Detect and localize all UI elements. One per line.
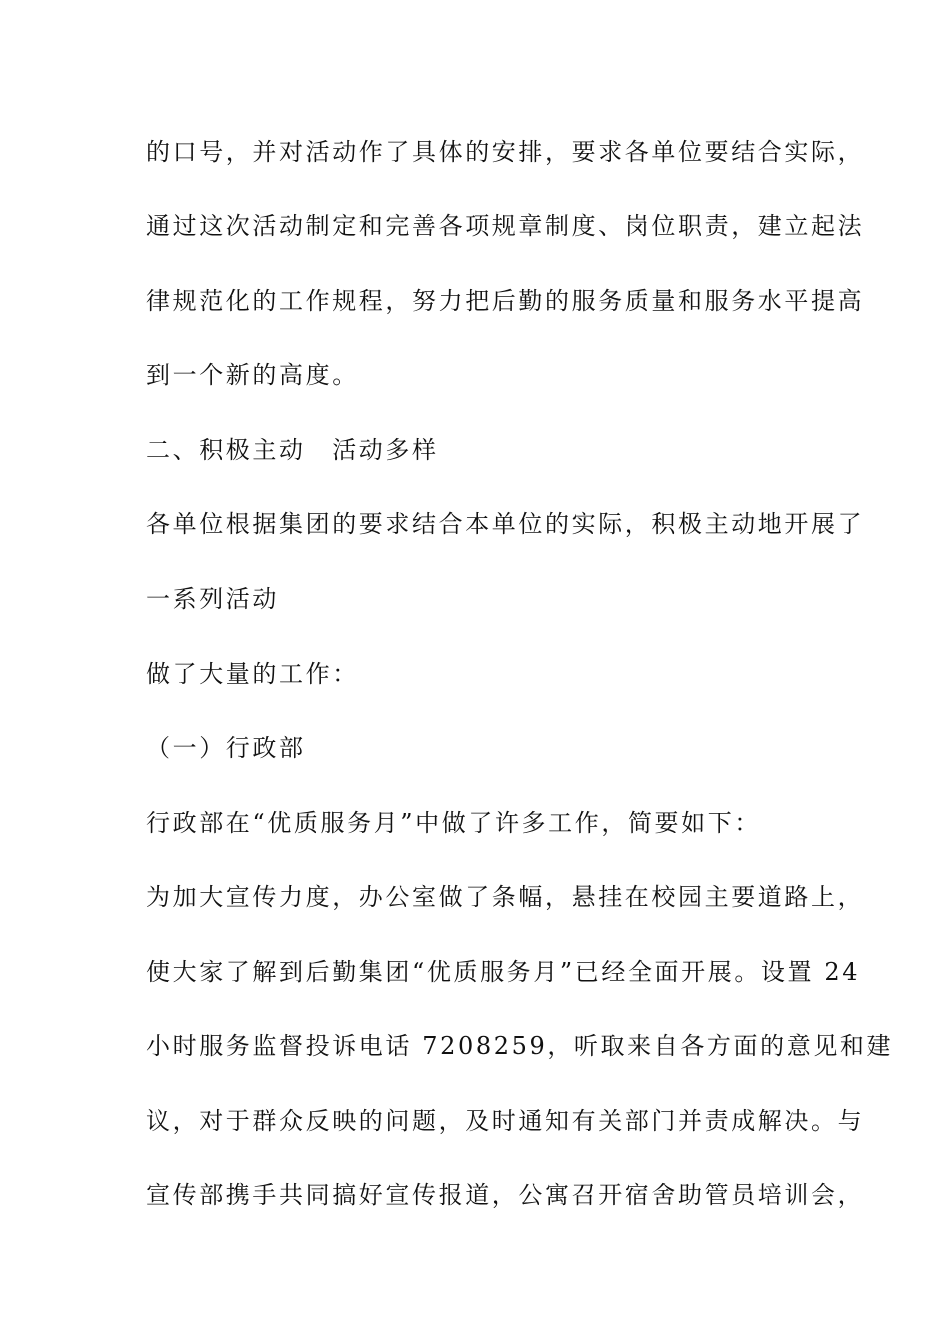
- section-heading: 二、积极主动 活动多样: [146, 436, 439, 464]
- text-line: 议，对于群众反映的问题，及时通知有关部门并责成解决。与: [146, 1107, 865, 1135]
- text-line: 律规范化的工作规程，努力把后勤的服务质量和服务水平提高: [146, 287, 865, 315]
- text-line: 使大家了解到后勤集团“优质服务月”已经全面开展。设置 24: [146, 958, 861, 986]
- text-line: 各单位根据集团的要求结合本单位的实际，积极主动地开展了: [146, 510, 865, 538]
- text-line: 到一个新的高度。: [146, 361, 359, 389]
- text-line: 的口号，并对活动作了具体的安排，要求各单位要结合实际，: [146, 138, 865, 166]
- text-line: 行政部在“优质服务月”中做了许多工作，简要如下：: [146, 809, 761, 837]
- text-line: 做了大量的工作：: [146, 660, 359, 688]
- text-line: 一系列活动: [146, 585, 279, 613]
- subsection-heading: （一）行政部: [146, 734, 306, 762]
- text-line: 通过这次活动制定和完善各项规章制度、岗位职责，建立起法: [146, 212, 865, 240]
- text-line: 为加大宣传力度，办公室做了条幅，悬挂在校园主要道路上，: [146, 883, 865, 911]
- text-line: 宣传部携手共同搞好宣传报道，公寓召开宿舍助管员培训会，: [146, 1181, 865, 1209]
- text-line: 小时服务监督投诉电话 7208259，听取来自各方面的意见和建: [146, 1032, 894, 1060]
